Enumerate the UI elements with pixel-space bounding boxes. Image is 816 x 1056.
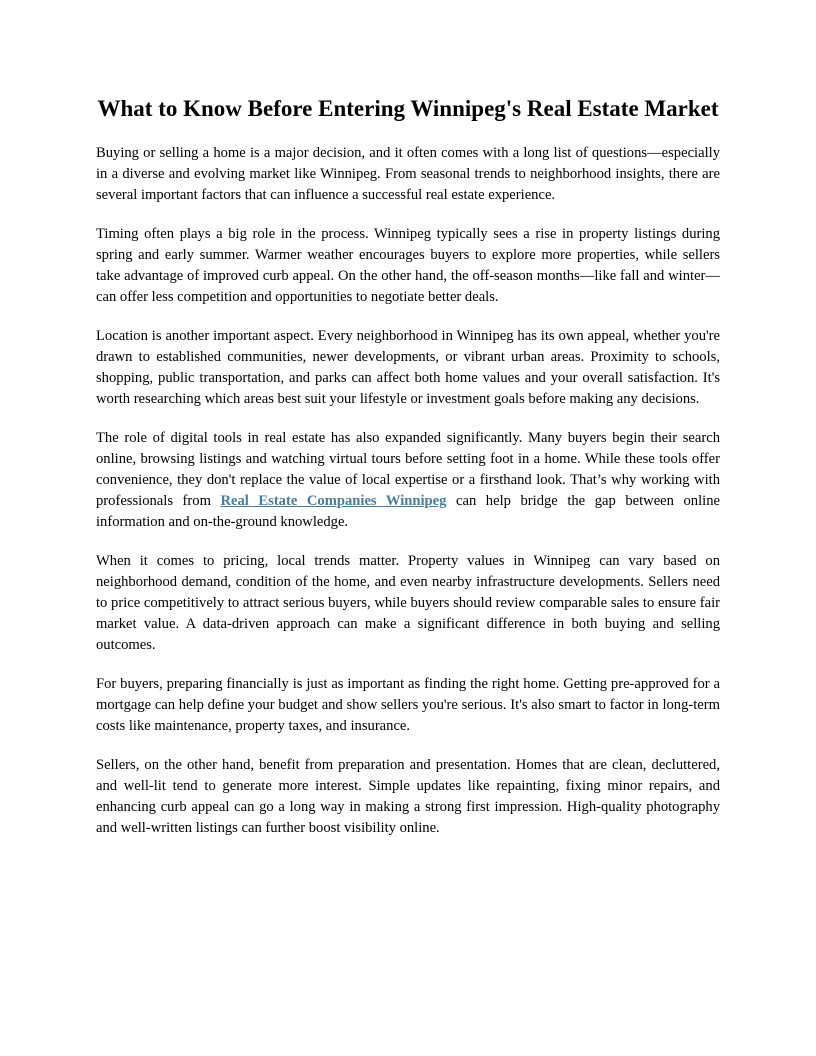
real-estate-companies-link[interactable]: Real Estate Companies Winnipeg	[220, 493, 447, 509]
paragraph-sellers: Sellers, on the other hand, benefit from preparation and presentation. Homes that are clean, decluttered, and well-lit tend to generate more interest. Simple updates like repainting, fixing minor repairs, and enhancing curb appeal can go a long way in making a strong first impression. High-quality photography and well-written listings can further boost visibility online.	[96, 757, 720, 836]
paragraph-timing: Timing often plays a big role in the process. Winnipeg typically sees a rise in property listings during spring and early summer. Warmer weather encourages buyers to explore more properties, while sellers take advantage of improved curb appeal. On the other hand, the off-season months—like fall and winter—can offer less competition and opportunities to negotiate better deals.	[96, 226, 720, 305]
paragraph-intro: Buying or selling a home is a major decision, and it often comes with a long list of questions—especially in a diverse and evolving market like Winnipeg. From seasonal trends to neighborhood insights, there are several important factors that can influence a successful real estate experience.	[96, 145, 720, 203]
paragraph-buyers: For buyers, preparing financially is just as important as finding the right home. Getting pre-approved for a mortgage can help define your budget and show sellers you're serious. It's also smart to factor in long-term costs like maintenance, property taxes, and insurance.	[96, 676, 720, 734]
paragraph-digital-tools	[96, 428, 720, 533]
document-title: What to Know Before Entering Winnipeg's Real Estate Market	[97, 96, 719, 121]
paragraph-location: Location is another important aspect. Every neighborhood in Winnipeg has its own appeal, whether you're drawn to established communities, newer developments, or vibrant urban areas. Proximity to schools, shopping, public transportation, and parks can affect both home values and your overall satisfaction. It's worth researching which areas best suit your lifestyle or investment goals before making any decisions.	[96, 328, 720, 407]
paragraph-digital-tools-text-after: can help bridge the gap between online information and on-the-ground knowledge.	[96, 493, 720, 530]
paragraph-pricing: When it comes to pricing, local trends matter. Property values in Winnipeg can vary based on neighborhood demand, condition of the home, and even nearby infrastructure developments. Sellers need to price competitively to attract serious buyers, while buyers should review comparable sales to ensure fair market value. A data-driven approach can make a significant difference in both buying and selling outcomes.	[96, 553, 720, 653]
paragraph-digital-tools-text-before: The role of digital tools in real estate has also expanded significantly. Many buyers begin their search online, browsing listings and watching virtual tours before setting foot in a home. While these tools offer convenience, they don't replace the value of local expertise or a firsthand look. That’s why working with professionals from	[96, 430, 720, 509]
document-page	[96, 93, 720, 857]
